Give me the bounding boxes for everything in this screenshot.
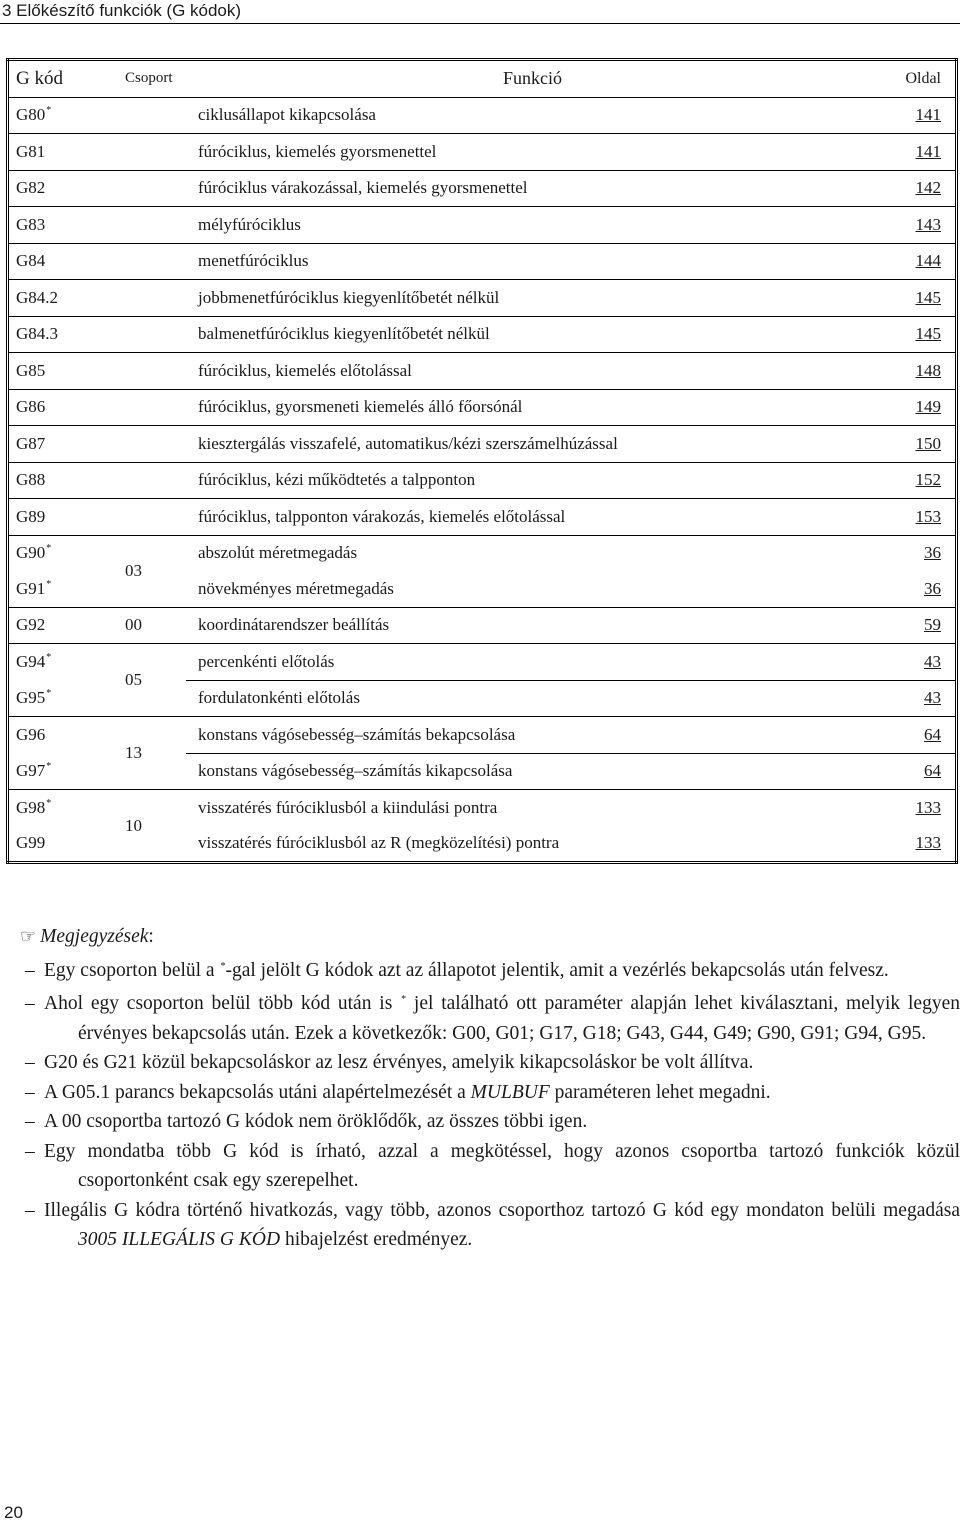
g-code-cell — [8, 826, 118, 863]
g-code-cell — [8, 644, 118, 681]
group-cell: 05 — [117, 644, 186, 717]
g-code: G85 — [16, 360, 46, 380]
g-code: G89 — [16, 506, 46, 526]
g-code: G84.2 — [16, 287, 59, 307]
g-code-table — [6, 58, 958, 864]
note-text: Illegális G kódra történő hivatkozás, vagy több, azonos csoporthoz tartozó G kód egy mondaton belüli megadása — [44, 1199, 960, 1221]
g-code: G92 — [16, 615, 46, 635]
g-code: G91 — [16, 578, 46, 598]
function-cell: balmenetfúróciklus kiegyenlítőbetét nélkül — [186, 316, 885, 353]
note-item — [8, 1137, 960, 1196]
table-row — [8, 426, 957, 463]
table-row — [8, 316, 957, 353]
page-link[interactable]: 142 — [915, 178, 941, 198]
page-link[interactable]: 133 — [915, 797, 941, 817]
table-row — [8, 280, 957, 317]
page-link[interactable]: 148 — [915, 360, 941, 380]
g-code-cell — [8, 316, 118, 353]
default-star: * — [46, 797, 52, 809]
page-cell — [885, 97, 957, 134]
page-cell — [885, 607, 957, 644]
page-link[interactable]: 43 — [924, 651, 941, 671]
pointing-hand-icon: ☞ — [20, 926, 37, 947]
g-code: G98 — [16, 797, 46, 817]
g-code: G96 — [16, 725, 46, 744]
function-cell: ciklusállapot kikapcsolása — [186, 97, 885, 134]
function-cell: abszolút méretmegadás — [198, 543, 358, 563]
column-header-function: Funkció — [186, 60, 885, 98]
page-cell — [885, 571, 957, 607]
column-header-group: Csoport — [117, 60, 186, 98]
g-code-cell — [8, 134, 118, 171]
function-cell: percenkénti előtolás — [186, 644, 885, 681]
function-cell: fúróciklus, kiemelés gyorsmenettel — [186, 134, 885, 171]
note-text: A G05.1 parancs bekapcsolás utáni alapértelmezését a — [44, 1081, 471, 1103]
notes-section — [8, 922, 960, 1255]
note-dash: – — [25, 1111, 35, 1132]
page-cell — [885, 790, 957, 826]
g-code-cell — [8, 426, 118, 463]
page-link[interactable]: 143 — [915, 214, 941, 234]
page-cell — [885, 680, 957, 717]
group-cell — [117, 426, 186, 463]
g-code: G84.3 — [16, 324, 59, 344]
note-text: A 00 csoportba tartozó G kódok nem öröklődők, az összes többi igen. — [44, 1111, 588, 1132]
page-cell — [885, 170, 957, 207]
notes-title: Megjegyzések — [40, 926, 149, 947]
page-link[interactable]: 43 — [924, 688, 941, 708]
column-header-page: Oldal — [885, 60, 957, 98]
page-cell — [885, 280, 957, 317]
g-code: G82 — [16, 178, 46, 198]
group-cell: 10 — [125, 815, 142, 835]
table-row — [8, 499, 957, 536]
g-code-cell — [8, 535, 118, 571]
g-code: G88 — [16, 470, 46, 490]
page-link[interactable]: 36 — [924, 543, 941, 563]
g-code: G99 — [16, 833, 46, 853]
page-header-title: 3 Előkészítő funkciók (G kódok) — [2, 1, 242, 20]
page-cell — [885, 389, 957, 426]
function-cell: fúróciklus, gyorsmeneti kiemelés álló főorsónál — [186, 389, 885, 426]
g-code: G83 — [16, 214, 46, 234]
error-message: 3005 ILLEGÁLIS G KÓD — [78, 1229, 281, 1250]
g-code: G87 — [16, 433, 46, 453]
group-cell — [117, 207, 186, 244]
page-header — [0, 0, 960, 24]
page-link[interactable]: 144 — [915, 251, 941, 271]
g-code-cell — [8, 97, 118, 134]
group-cell — [117, 389, 186, 426]
g-code-cell — [8, 389, 118, 426]
page-cell — [885, 316, 957, 353]
page-link[interactable]: 59 — [924, 615, 941, 635]
note-dash: – — [25, 1081, 35, 1103]
page-link[interactable]: 149 — [915, 397, 941, 417]
function-cell: fúróciklus várakozással, kiemelés gyorsmenettel — [186, 170, 885, 207]
group-cell — [117, 134, 186, 171]
function-cell: fúróciklus, kiemelés előtolással — [186, 353, 885, 390]
group-cell — [117, 499, 186, 536]
note-dash: – — [25, 1199, 35, 1221]
column-header-code: G kód — [8, 60, 118, 98]
note-text: paraméteren lehet megadni. — [549, 1081, 771, 1103]
default-star: * — [46, 543, 52, 555]
function-cell: konstans vágósebesség–számítás bekapcsolása — [186, 717, 885, 754]
table-row — [8, 535, 957, 571]
g-code-cell — [8, 280, 118, 317]
group-cell: 13 — [117, 717, 186, 790]
note-dash: – — [25, 959, 35, 981]
default-star: * — [46, 105, 52, 117]
function-cell: menetfúróciklus — [186, 243, 885, 280]
g-code: G86 — [16, 397, 46, 417]
page-cell — [885, 134, 957, 171]
page-cell — [885, 207, 957, 244]
g-code-cell — [8, 243, 118, 280]
page-cell — [885, 353, 957, 390]
group-cell: 00 — [117, 607, 186, 644]
function-cell: jobbmenetfúróciklus kiegyenlítőbetét nélkül — [186, 280, 885, 317]
page-cell — [885, 535, 957, 571]
default-star: * — [46, 688, 52, 699]
function-cell: fúróciklus, kézi működtetés a talpponton — [186, 462, 885, 499]
note-text: Ahol egy csoporton belül több kód után is — [44, 993, 401, 1014]
function-cell: kiesztergálás visszafelé, automatikus/kézi szerszámelhúzással — [186, 426, 885, 463]
note-text: hibajelzést eredményez. — [280, 1229, 473, 1250]
function-cell: konstans vágósebesség–számítás kikapcsolása — [186, 753, 885, 790]
table-row — [8, 353, 957, 390]
note-item — [8, 985, 960, 1048]
function-cell: fúróciklus, talpponton várakozás, kiemelés előtolással — [186, 499, 885, 536]
table-row — [8, 97, 957, 134]
group-cell: 03 — [117, 535, 186, 607]
note-item — [8, 1196, 960, 1255]
table-row — [8, 462, 957, 499]
group-cell — [117, 97, 186, 134]
page-link[interactable]: 150 — [915, 433, 941, 453]
function-cell: koordinátarendszer beállítás — [186, 607, 885, 644]
notes-colon: : — [148, 926, 154, 947]
page-link[interactable]: 141 — [915, 105, 941, 125]
g-code-cell — [8, 499, 118, 536]
page-link[interactable]: 64 — [924, 724, 941, 744]
note-star: * — [401, 994, 407, 1005]
g-code-cell — [8, 790, 118, 826]
table-row — [8, 134, 957, 171]
group-cell — [117, 170, 186, 207]
g-code: G80 — [16, 105, 46, 125]
table-row — [8, 790, 957, 826]
page-link[interactable]: 145 — [915, 324, 941, 344]
page-cell — [885, 462, 957, 499]
note-text: G20 és G21 közül bekapcsoláskor az lesz érvényes, amelyik kikapcsoláskor be volt állítva. — [44, 1052, 754, 1073]
table-row — [8, 207, 957, 244]
note-dash: – — [25, 1052, 35, 1073]
table-row — [8, 389, 957, 426]
g-code: G84 — [16, 251, 46, 271]
note-text: Egy csoporton belül a — [44, 959, 220, 981]
g-code: G90 — [16, 543, 46, 563]
note-text: jel található ott paraméter alapján lehet kiválasztani, melyik legyen érvényes bekapcsolás után. Ezek a következők: G00, G01; G17, G18; G43, G44, G49; G90, G91; G94, G95. — [78, 993, 960, 1044]
table-row — [8, 644, 957, 681]
default-star: * — [46, 652, 52, 663]
group-cell — [117, 280, 186, 317]
note-item — [8, 1048, 960, 1078]
page-link[interactable]: 152 — [915, 470, 941, 490]
notes-heading — [8, 922, 960, 952]
table-row — [8, 607, 957, 644]
page-cell — [885, 753, 957, 790]
page-link[interactable]: 145 — [915, 287, 941, 307]
group-cell — [117, 243, 186, 280]
default-star: * — [46, 578, 52, 590]
page-link[interactable]: 141 — [915, 141, 941, 161]
function-cell: mélyfúróciklus — [186, 207, 885, 244]
g-code-cell — [8, 753, 118, 790]
g-code-cell — [8, 680, 118, 717]
page-link[interactable]: 133 — [915, 833, 941, 853]
note-dash: – — [25, 1140, 35, 1162]
page-cell — [885, 426, 957, 463]
group-cell — [117, 316, 186, 353]
note-text: Egy mondatba több G kód is írható, azzal a megkötéssel, hogy azonos csoportba tartozó funkciók közül csoportonként csak egy szerepelhet. — [44, 1140, 960, 1191]
g-code-cell — [8, 353, 118, 390]
group-cell — [117, 462, 186, 499]
function-cell: növekményes méretmegadás — [186, 571, 885, 607]
g-code-cell — [8, 607, 118, 644]
g-code-cell — [8, 571, 118, 607]
page-cell — [885, 826, 957, 863]
page-number: 20 — [4, 1503, 23, 1522]
default-star: * — [46, 761, 52, 772]
table-header-row — [8, 60, 957, 98]
g-code-cell — [8, 207, 118, 244]
function-cell: visszatérés fúróciklusból az R (megközelítési) pontra — [198, 833, 560, 853]
function-cell: fordulatonkénti előtolás — [186, 680, 885, 717]
g-code-cell — [8, 462, 118, 499]
note-item — [8, 1107, 960, 1137]
note-item — [8, 952, 960, 986]
g-code: G95 — [16, 688, 46, 707]
g-code: G94 — [16, 652, 46, 671]
parameter-name: MULBUF — [470, 1081, 550, 1103]
page-link[interactable]: 153 — [915, 506, 941, 526]
page-cell — [885, 644, 957, 681]
g-code-cell — [8, 170, 118, 207]
note-text: -gal jelölt G kódok azt az állapotot jelentik, amit a vezérlés bekapcsolás után felvesz. — [225, 959, 889, 981]
page-cell — [885, 717, 957, 754]
g-code: G81 — [16, 141, 46, 161]
function-cell: visszatérés fúróciklusból a kiindulási pontra — [198, 797, 498, 817]
page-cell — [885, 243, 957, 280]
page-link[interactable]: 36 — [924, 578, 941, 598]
table-row — [8, 170, 957, 207]
table-row — [8, 717, 957, 754]
g-code-cell — [8, 717, 118, 754]
note-item — [8, 1078, 960, 1108]
group-cell — [117, 353, 186, 390]
note-star: * — [220, 960, 226, 972]
note-dash: – — [25, 993, 35, 1014]
g-code: G97 — [16, 761, 46, 780]
page-cell — [885, 499, 957, 536]
table-row — [8, 243, 957, 280]
page-link[interactable]: 64 — [924, 761, 941, 781]
